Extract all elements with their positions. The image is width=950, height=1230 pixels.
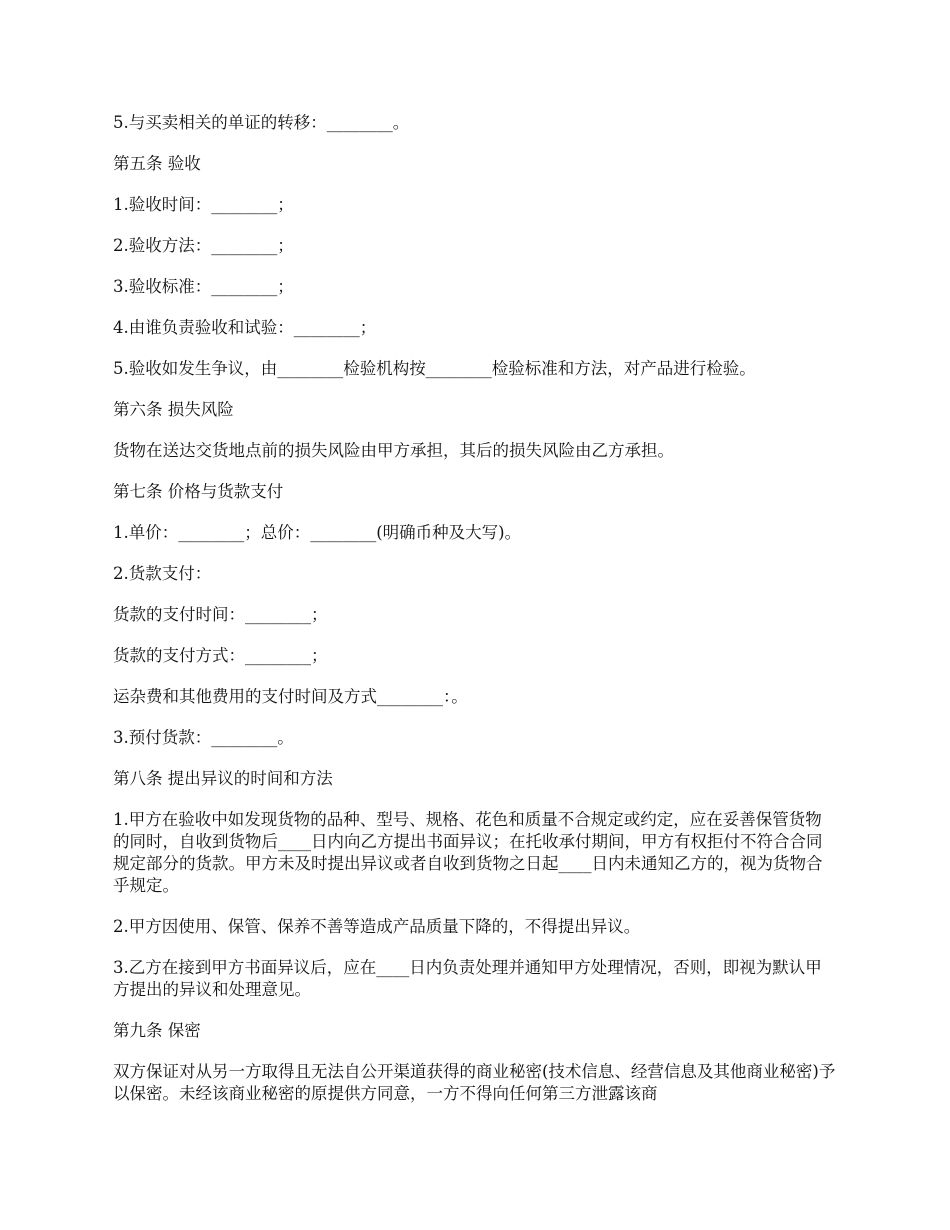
clause-4-item-5: 5.与买卖相关的单证的转移：________。: [113, 113, 410, 132]
clause-7-freight: 运杂费和其他费用的支付时间及方式________：。: [113, 687, 468, 706]
clause-8-item-1: 1.甲方在验收中如发现货物的品种、型号、规格、花色和质量不合规定或约定，应在妥善保管货物的同时，自收到货物后____日内向乙方提出书面异议；在托收承付期间，甲方有权拒付不符合合同规定部分的货款。甲方未及时提出异议或者自收到货物之日起____日内未通知乙方的，视为货物合乎规定。: [113, 810, 823, 895]
clause-5-item-3: 3.验收标准：________；: [113, 277, 294, 296]
clause-7-item-1: 1.单价：________；总价：________(明确币种及大写)。: [113, 523, 522, 542]
clause-5-item-5: 5.验收如发生争议，由________检验机构按________检验标准和方法，对产品进行检验。: [113, 359, 756, 378]
document-page: [113, 112, 837, 1105]
heading-article-5: 第五条 验收: [113, 154, 201, 173]
heading-article-6: 第六条 损失风险: [113, 400, 234, 419]
clause-7-payment-method: 货款的支付方式：________；: [113, 646, 328, 665]
clause-9-text: 双方保证对从另一方取得且无法自公开渠道获得的商业秘密(技术信息、经营信息及其他商业秘密)予以保密。未经该商业秘密的原提供方同意，一方不得向任何第三方泄露该商: [113, 1062, 836, 1103]
clause-7-item-3: 3.预付货款：________。: [113, 728, 294, 747]
clause-7-item-2: 2.货款支付：: [113, 564, 212, 583]
heading-article-8: 第八条 提出异议的时间和方法: [113, 769, 333, 788]
clause-6-text: 货物在送达交货地点前的损失风险由甲方承担，其后的损失风险由乙方承担。: [113, 441, 674, 460]
clause-5-item-1: 1.验收时间：________；: [113, 195, 294, 214]
clause-5-item-4: 4.由谁负责验收和试验：________；: [113, 318, 377, 337]
heading-article-7: 第七条 价格与货款支付: [113, 482, 284, 501]
clause-7-payment-time: 货款的支付时间：________；: [113, 605, 328, 624]
clause-8-item-3: 3.乙方在接到甲方书面异议后，应在____日内负责处理并通知甲方处理情况，否则，即视为默认甲方提出的异议和处理意见。: [113, 958, 822, 999]
heading-article-9: 第九条 保密: [113, 1021, 201, 1040]
clause-8-item-2: 2.甲方因使用、保管、保养不善等造成产品质量下降的，不得提出异议。: [113, 917, 641, 936]
clause-5-item-2: 2.验收方法：________；: [113, 236, 294, 255]
